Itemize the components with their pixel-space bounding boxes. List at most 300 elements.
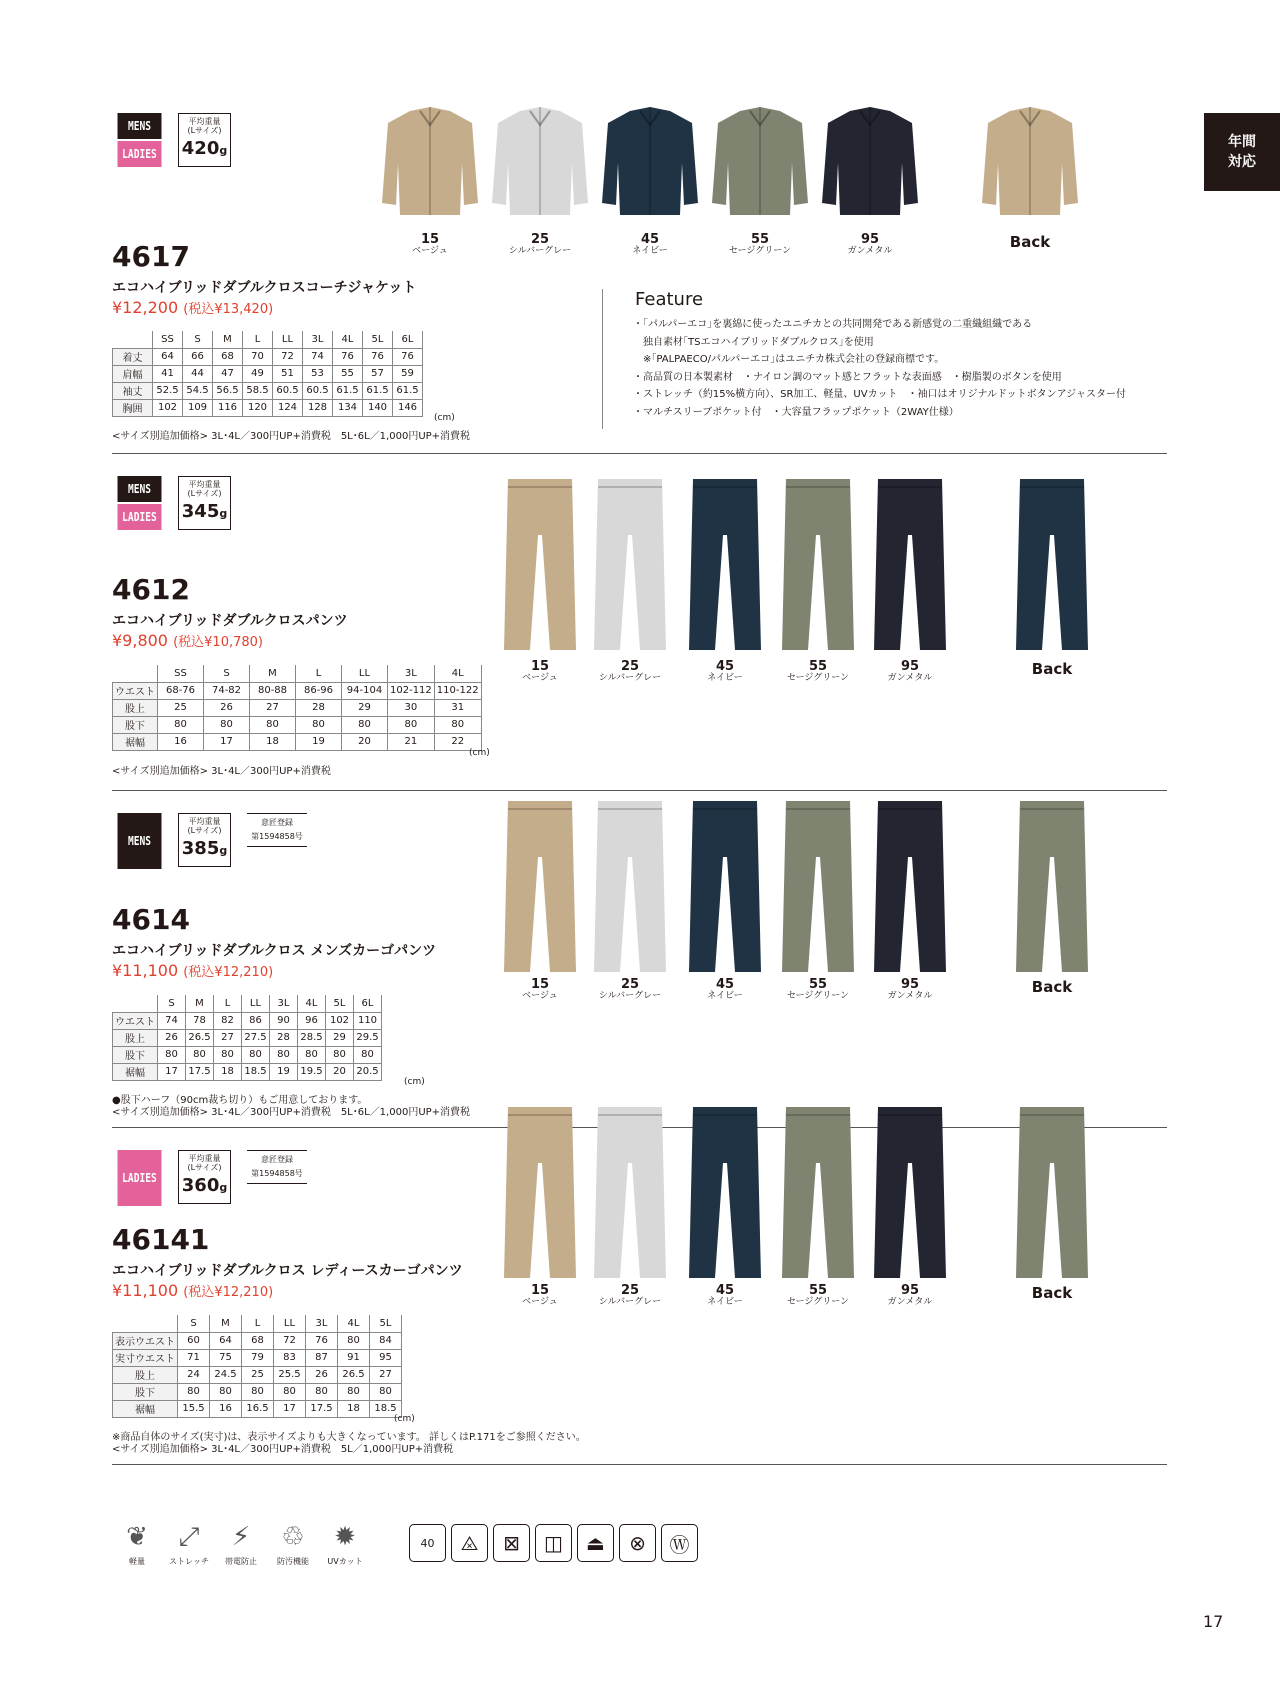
table-row	[113, 1400, 402, 1417]
color-name: ネイビー	[707, 673, 743, 683]
divider	[112, 790, 1167, 791]
table-corner	[113, 995, 158, 1012]
table-cell: 124	[273, 399, 303, 416]
color-number: 95	[900, 977, 920, 992]
table-cell: 120	[243, 399, 273, 416]
line-dry-icon: ◫	[535, 1524, 572, 1562]
color-label	[860, 978, 960, 1001]
product-price	[112, 1281, 273, 1300]
table-cell: 109	[183, 399, 213, 416]
design-registration	[247, 1150, 307, 1184]
weight-box	[178, 813, 231, 867]
weight-label: 平均重量 (Lサイズ)	[187, 480, 222, 498]
table-cell: 140	[363, 399, 393, 416]
size-header: S	[158, 995, 186, 1012]
wet-clean-icon: Ⓦ	[661, 1524, 698, 1562]
table-row	[113, 699, 482, 716]
table-cell: 16.5	[242, 1400, 274, 1417]
table-cell: 17	[274, 1400, 306, 1417]
table-cell: 86	[242, 1012, 270, 1029]
reg-line2: 第1594858号	[251, 1169, 303, 1178]
icon-label: UVカット	[327, 1557, 363, 1566]
product-variant	[380, 103, 480, 227]
ladies-badge: LADIES	[118, 141, 162, 167]
table-row	[113, 733, 482, 750]
table-cell: 94-104	[342, 682, 388, 699]
color-number: 55	[808, 1283, 828, 1298]
row-label: 実寸ウエスト	[113, 1349, 178, 1366]
color-label	[380, 233, 480, 256]
row-label: 裾幅	[113, 1063, 158, 1080]
color-number: 25	[530, 232, 550, 247]
color-number: 55	[808, 659, 828, 674]
garment-back-image	[1012, 1103, 1092, 1287]
table-cell: 56.5	[213, 382, 243, 399]
table-cell: 27	[370, 1366, 402, 1383]
weight-label: 平均重量 (Lサイズ)	[187, 817, 222, 835]
color-label	[580, 978, 680, 1001]
table-cell: 76	[363, 348, 393, 365]
color-name: ベージュ	[412, 246, 448, 256]
table-cell: 75	[210, 1349, 242, 1366]
size-header: LL	[274, 1315, 306, 1332]
table-cell: 19.5	[298, 1063, 326, 1080]
back-text: Back	[1031, 660, 1073, 678]
table-cell: 19	[270, 1063, 298, 1080]
table-cell: 64	[153, 348, 183, 365]
color-label	[490, 978, 590, 1001]
table-cell: 51	[273, 365, 303, 382]
size-header: M	[210, 1315, 242, 1332]
table-cell: 116	[213, 399, 243, 416]
color-number: 15	[530, 977, 550, 992]
product-variant	[778, 475, 858, 659]
color-name: ネイビー	[632, 246, 668, 256]
row-label: 股上	[113, 1029, 158, 1046]
garment-image	[590, 475, 670, 659]
table-cell: 49	[243, 365, 273, 382]
weight-unit: g	[219, 1181, 228, 1194]
table-cell: 80	[250, 716, 296, 733]
table-cell: 29	[326, 1029, 354, 1046]
size-note: <サイズ別追加価格> 3L･4L／300円UP+消費税 5L･6L／1,000円UP+消費税	[112, 431, 471, 442]
antibacterial-icon: ♲ 防汚機能	[268, 1522, 318, 1567]
table-cell: 96	[298, 1012, 326, 1029]
table-cell: 90	[270, 1012, 298, 1029]
table-cell: 55	[333, 365, 363, 382]
feature-text: ・｢パルパーエコ｣を裏綿に使ったユニチカとの共同開発である新感覚の二重織組織である 独自素材｢TSエコハイブリッドダブルクロス｣を使用 ※｢PALPAECO/パルパーエコ｣はユニチカ株式会社の登録商標です。 ・高品質の日本製素材 ・ナイロン調のマット感とフラットな表面感 ・樹脂製のボタンを使用 ・ストレッチ（約15%横方向）、SR加工、軽量、UVカット ・袖口はオリジナルドットボタンアジャスター付 ・マルチスリーブポケット付 ・大容量フラップポケット（2WAY仕様）	[633, 319, 1126, 418]
size-header: 4L	[434, 665, 481, 682]
weight-box	[178, 476, 231, 530]
table-cell: 79	[242, 1349, 274, 1366]
product-variant	[685, 1103, 765, 1287]
size-header: 6L	[393, 331, 423, 348]
size-table	[112, 665, 482, 751]
table-cell: 74-82	[204, 682, 250, 699]
size-header: 4L	[333, 331, 363, 348]
table-cell: 80	[158, 1046, 186, 1063]
back-label	[1002, 1284, 1102, 1302]
garment-image	[380, 103, 480, 227]
feather-icon: ❦ 軽量	[112, 1522, 162, 1567]
mens-badge: MENS	[118, 113, 162, 139]
table-cell: 15.5	[178, 1400, 210, 1417]
back-text: Back	[1009, 233, 1051, 251]
back-text: Back	[1031, 978, 1073, 996]
corner-line1: 年間	[1228, 134, 1256, 150]
back-label	[1002, 660, 1102, 678]
price-tax: (税込¥10,780)	[173, 635, 263, 650]
size-table	[112, 1315, 402, 1418]
table-cell: 80	[158, 716, 204, 733]
garment-image	[500, 475, 580, 659]
table-cell: 30	[388, 699, 435, 716]
table-row	[113, 716, 482, 733]
size-header: LL	[242, 995, 270, 1012]
table-cell: 72	[273, 348, 303, 365]
size-header: L	[214, 995, 242, 1012]
gender-badges	[112, 1150, 167, 1206]
row-label: 表示ウエスト	[113, 1332, 178, 1349]
table-cell: 18.5	[370, 1400, 402, 1417]
product-variant	[820, 103, 920, 227]
color-number: 45	[715, 1283, 735, 1298]
product-variant	[778, 797, 858, 981]
table-cell: 80	[342, 716, 388, 733]
size-header: 3L	[306, 1315, 338, 1332]
color-label	[490, 233, 590, 256]
table-cell: 16	[210, 1400, 242, 1417]
table-cell: 47	[213, 365, 243, 382]
table-cell: 80	[214, 1046, 242, 1063]
icon-label: 防汚機能	[277, 1557, 309, 1566]
stretch-icon: ⤢ ストレッチ	[164, 1522, 214, 1567]
table-cell: 27	[250, 699, 296, 716]
color-number: 95	[860, 232, 880, 247]
row-label: 裾幅	[113, 733, 158, 750]
table-cell: 80	[210, 1383, 242, 1400]
weight-value: 420	[181, 138, 220, 159]
weight-label: 平均重量 (Lサイズ)	[187, 1154, 222, 1172]
table-cell: 28	[296, 699, 342, 716]
size-header: LL	[273, 331, 303, 348]
color-label	[600, 233, 700, 256]
product-code: 4612	[112, 573, 190, 606]
color-label	[490, 660, 590, 683]
table-cell: 26	[306, 1366, 338, 1383]
color-number: 95	[900, 659, 920, 674]
reg-line1: 意匠登録	[261, 1155, 293, 1164]
table-cell: 80	[298, 1046, 326, 1063]
no-dryclean-icon: ⊗	[619, 1524, 656, 1562]
garment-image	[870, 797, 950, 981]
color-name: ベージュ	[522, 673, 558, 683]
color-number: 25	[620, 1283, 640, 1298]
table-cell: 29	[342, 699, 388, 716]
icon-label: 帯電防止	[225, 1557, 257, 1566]
year-round-tab	[1204, 113, 1280, 191]
color-name: ガンメタル	[887, 991, 933, 1001]
table-row	[113, 348, 423, 365]
product-variant	[685, 797, 765, 981]
table-cell: 72	[274, 1332, 306, 1349]
size-header: SS	[153, 331, 183, 348]
table-cell: 53	[303, 365, 333, 382]
table-row	[113, 1332, 402, 1349]
table-cell: 60.5	[273, 382, 303, 399]
garment-image	[820, 103, 920, 227]
color-name: ベージュ	[522, 991, 558, 1001]
table-cell: 80	[326, 1046, 354, 1063]
weight-unit: g	[219, 144, 228, 157]
size-table	[112, 331, 423, 417]
price-tax: (税込¥13,420)	[183, 302, 274, 317]
weight-label: 平均重量 (Lサイズ)	[187, 117, 222, 135]
row-label: 裾幅	[113, 1400, 178, 1417]
product-variant	[590, 1103, 670, 1287]
table-cell: 80	[338, 1332, 370, 1349]
row-label: 股下	[113, 1383, 178, 1400]
product-variant	[870, 797, 950, 981]
size-header: L	[242, 1315, 274, 1332]
back-view	[1012, 475, 1092, 659]
product-variant	[500, 1103, 580, 1287]
garment-image	[500, 797, 580, 981]
table-cell: 80	[204, 716, 250, 733]
table-cell: 66	[183, 348, 213, 365]
divider	[112, 1464, 1167, 1465]
table-cell: 26.5	[186, 1029, 214, 1046]
table-cell: 54.5	[183, 382, 213, 399]
table-cell: 26	[204, 699, 250, 716]
product-variant	[590, 797, 670, 981]
table-cell: 29.5	[354, 1029, 382, 1046]
size-header: S	[183, 331, 213, 348]
table-cell: 82	[214, 1012, 242, 1029]
table-row	[113, 1383, 402, 1400]
back-view	[980, 103, 1080, 227]
back-view	[1012, 1103, 1092, 1287]
color-label	[860, 1284, 960, 1307]
table-cell: 110	[354, 1012, 382, 1029]
gender-badges	[112, 113, 167, 167]
table-cell: 20.5	[354, 1063, 382, 1080]
table-cell: 64	[210, 1332, 242, 1349]
gender-badges	[112, 813, 167, 869]
product-variant	[500, 797, 580, 981]
row-label: 股上	[113, 1366, 178, 1383]
size-header: SS	[158, 665, 204, 682]
color-name: セージグリーン	[786, 673, 850, 683]
color-label	[675, 1284, 775, 1307]
wash-temp: 40	[420, 1536, 435, 1550]
color-number: 95	[900, 1283, 920, 1298]
size-header: 5L	[363, 331, 393, 348]
function-icons	[112, 1522, 382, 1582]
size-table	[112, 995, 382, 1081]
garment-back-image	[1012, 475, 1092, 659]
table-cell: 18	[214, 1063, 242, 1080]
size-header: 5L	[370, 1315, 402, 1332]
table-cell: 20	[326, 1063, 354, 1080]
color-name: ベージュ	[522, 1297, 558, 1307]
row-label: 股下	[113, 1046, 158, 1063]
product-name: エコハイブリッドダブルクロス メンズカーゴパンツ	[112, 943, 437, 959]
no-bleach-icon: ⨻	[451, 1524, 488, 1562]
table-cell: 25.5	[274, 1366, 306, 1383]
product-variant	[600, 103, 700, 227]
table-cell: 61.5	[363, 382, 393, 399]
size-header: S	[178, 1315, 210, 1332]
color-label	[820, 233, 920, 256]
table-cell: 102	[326, 1012, 354, 1029]
color-label	[710, 233, 810, 256]
size-header: M	[186, 995, 214, 1012]
unit-cm: (cm)	[434, 413, 455, 423]
table-row	[113, 1012, 382, 1029]
no-tumble-dry-icon: ⊠	[493, 1524, 530, 1562]
product-variant	[870, 475, 950, 659]
color-number: 55	[750, 232, 770, 247]
table-row	[113, 1046, 382, 1063]
color-number: 25	[620, 659, 640, 674]
table-cell: 74	[303, 348, 333, 365]
product-code: 4614	[112, 903, 190, 936]
weight-value: 345	[181, 501, 220, 522]
color-name: ガンメタル	[887, 673, 933, 683]
garment-image	[778, 475, 858, 659]
row-label: ウエスト	[113, 1012, 158, 1029]
size-header: 6L	[354, 995, 382, 1012]
product-price	[112, 631, 263, 650]
table-cell: 102	[153, 399, 183, 416]
table-cell: 87	[306, 1349, 338, 1366]
color-number: 55	[808, 977, 828, 992]
weight-box	[178, 113, 231, 167]
garment-image	[870, 1103, 950, 1287]
color-name: セージグリーン	[786, 991, 850, 1001]
row-label: 袖丈	[113, 382, 153, 399]
table-row	[113, 682, 482, 699]
ladies-badge: LADIES	[118, 1150, 162, 1206]
price-value: ¥11,100	[112, 1281, 179, 1300]
table-cell: 41	[153, 365, 183, 382]
table-cell: 18	[250, 733, 296, 750]
color-name: セージグリーン	[786, 1297, 850, 1307]
color-number: 45	[715, 659, 735, 674]
table-cell: 80	[242, 1046, 270, 1063]
table-cell: 16	[158, 733, 204, 750]
color-label	[490, 1284, 590, 1307]
table-cell: 68-76	[158, 682, 204, 699]
color-name: ネイビー	[707, 1297, 743, 1307]
table-cell: 61.5	[333, 382, 363, 399]
color-label	[580, 660, 680, 683]
table-cell: 80	[306, 1383, 338, 1400]
table-cell: 58.5	[243, 382, 273, 399]
garment-image	[685, 475, 765, 659]
garment-back-image	[980, 103, 1080, 227]
color-name: セージグリーン	[728, 246, 792, 256]
table-cell: 80	[242, 1383, 274, 1400]
row-label: 胸囲	[113, 399, 153, 416]
color-label	[768, 1284, 868, 1307]
color-label	[675, 978, 775, 1001]
size-note: ※商品自体のサイズ(実寸)は、表示サイズよりも大きくなっています。 詳しくはP.171をご参照ください。 <サイズ別追加価格> 3L･4L／300円UP+消費税 5L／1,000円UP+消費税	[112, 1432, 586, 1455]
color-label	[580, 1284, 680, 1307]
table-cell: 17.5	[306, 1400, 338, 1417]
price-tax: (税込¥12,210)	[183, 965, 274, 980]
table-cell: 102-112	[388, 682, 435, 699]
table-row	[113, 1063, 382, 1080]
table-cell: 22	[434, 733, 481, 750]
table-cell: 146	[393, 399, 423, 416]
garment-back-image	[1012, 797, 1092, 981]
uv-icon: ✹ UVカット	[320, 1522, 370, 1567]
color-name: ネイビー	[707, 991, 743, 1001]
product-price	[112, 961, 273, 980]
weight-value: 385	[181, 838, 220, 859]
color-name: ガンメタル	[887, 1297, 933, 1307]
product-variant	[778, 1103, 858, 1287]
table-cell: 76	[333, 348, 363, 365]
table-row	[113, 382, 423, 399]
color-name: シルバーグレー	[598, 991, 662, 1001]
table-cell: 84	[370, 1332, 402, 1349]
table-cell: 21	[388, 733, 435, 750]
gender-badges	[112, 476, 167, 530]
garment-image	[778, 797, 858, 981]
reg-line1: 意匠登録	[261, 818, 293, 827]
table-cell: 17.5	[186, 1063, 214, 1080]
page-number: 17	[1203, 1612, 1224, 1631]
table-cell: 80	[296, 716, 342, 733]
size-note: ●股下ハーフ（90cm裁ち切り）もご用意しております。 <サイズ別追加価格> 3L･4L／300円UP+消費税 5L･6L／1,000円UP+消費税	[112, 1095, 471, 1118]
table-cell: 28.5	[298, 1029, 326, 1046]
table-corner	[113, 665, 158, 682]
table-row	[113, 1349, 402, 1366]
garment-image	[600, 103, 700, 227]
row-label: 肩幅	[113, 365, 153, 382]
table-cell: 83	[274, 1349, 306, 1366]
color-number: 45	[715, 977, 735, 992]
size-header: M	[213, 331, 243, 348]
table-cell: 70	[243, 348, 273, 365]
table-cell: 60	[178, 1332, 210, 1349]
row-label: ウエスト	[113, 682, 158, 699]
table-cell: 68	[242, 1332, 274, 1349]
table-corner	[113, 331, 153, 348]
color-number: 15	[530, 1283, 550, 1298]
size-header: 4L	[298, 995, 326, 1012]
weight-unit: g	[219, 507, 228, 520]
back-view	[1012, 797, 1092, 981]
product-name: エコハイブリッドダブルクロスコーチジャケット	[112, 280, 417, 296]
table-cell: 71	[178, 1349, 210, 1366]
size-header: M	[250, 665, 296, 682]
color-name: シルバーグレー	[598, 1297, 662, 1307]
color-label	[768, 978, 868, 1001]
table-cell: 74	[158, 1012, 186, 1029]
size-note: <サイズ別追加価格> 3L･4L／300円UP+消費税	[112, 766, 331, 777]
price-tax: (税込¥12,210)	[183, 1285, 274, 1300]
table-cell: 76	[306, 1332, 338, 1349]
ladies-badge: LADIES	[118, 504, 162, 530]
price-value: ¥11,100	[112, 961, 179, 980]
table-cell: 52.5	[153, 382, 183, 399]
product-variant	[870, 1103, 950, 1287]
unit-cm: (cm)	[469, 748, 490, 758]
